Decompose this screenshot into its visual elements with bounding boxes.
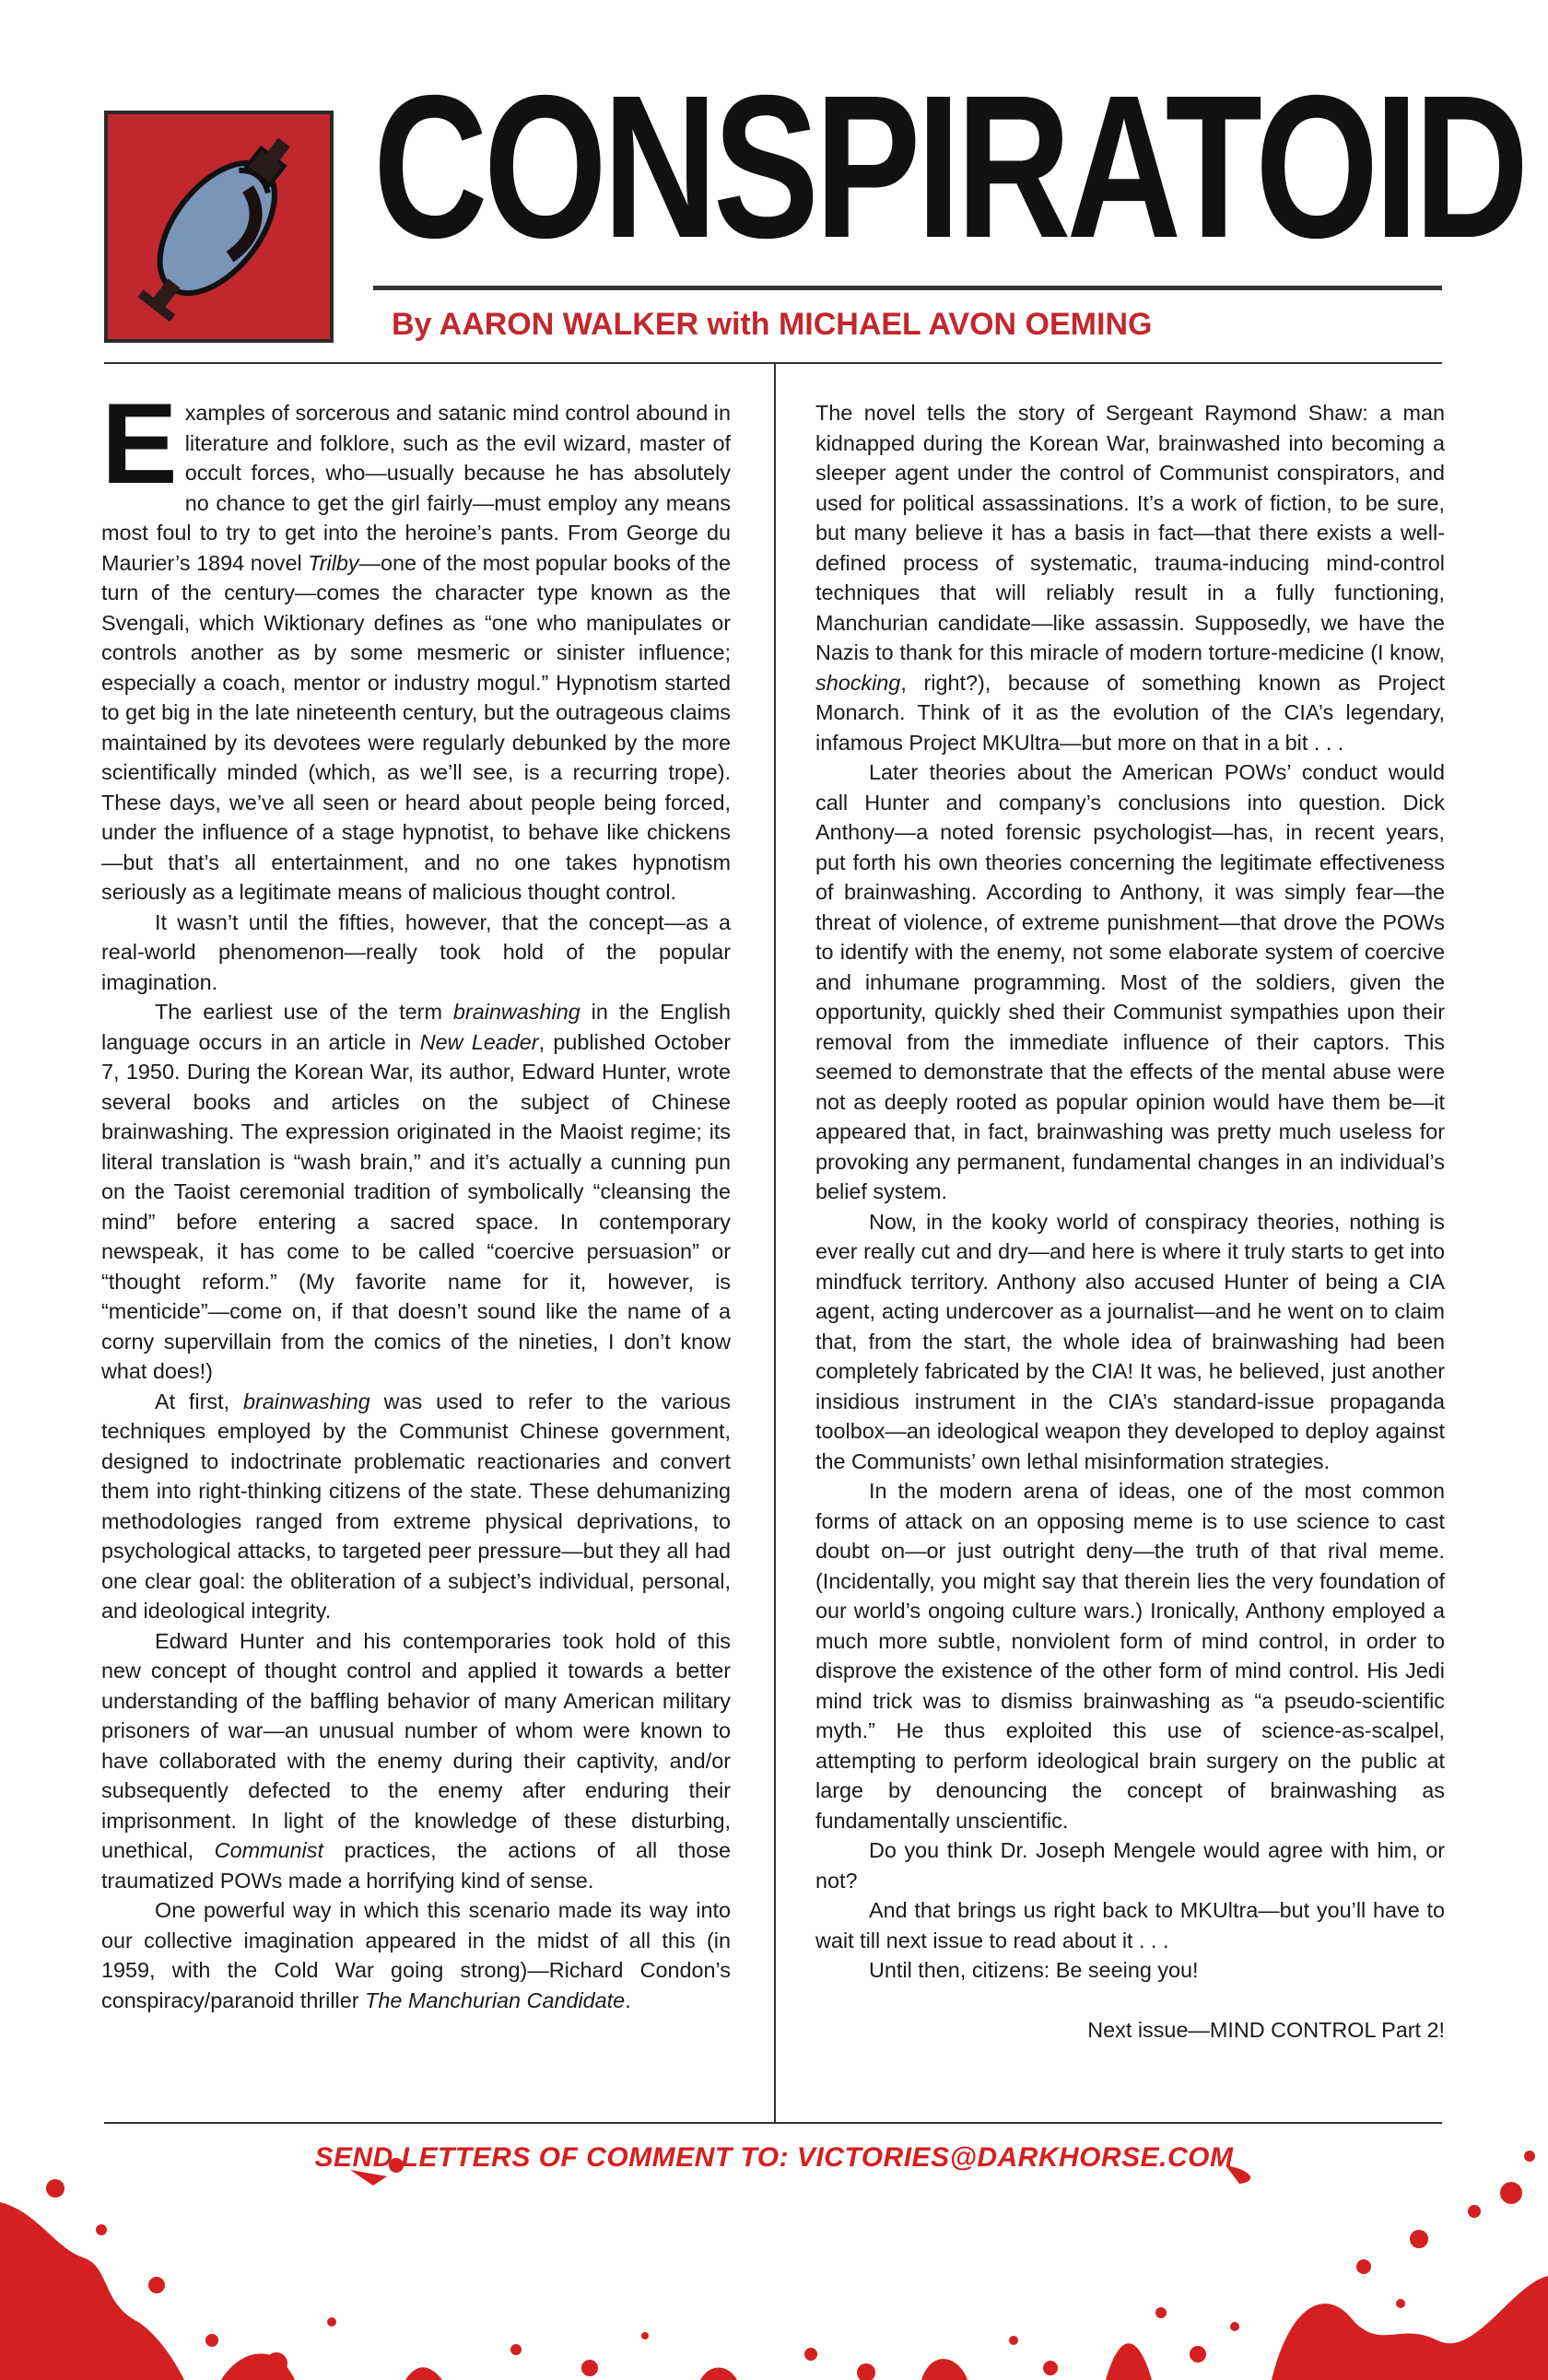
top-divider (104, 362, 1442, 364)
title-divider (373, 286, 1442, 290)
paragraph: Edward Hunter and his contemporaries took hold of this new concept of thought control and applied it towards a better understanding of the baffling behavior of many American military prisoners of war—an unusual number of whom were known to have collaborated with the enemy during their captivity, and/or subsequently defected to the enemy after enduring their imprisonment. In light of the knowledge of these disturbing, unethical, Communist practices, the actions of all those traumatized POWs made a horrifying kind of sense. (101, 1628, 731, 1893)
paragraph: And that brings us right back to MKUltra—but you’ll have to wait till next issue to read about it . . . (815, 1898, 1445, 1952)
paragraph: It wasn’t until the fifties, however, that the concept—as a real-world phenomenon—really took hold of the popular imagination. (101, 909, 731, 994)
bomb-capsule-icon (108, 114, 330, 339)
paragraph: The novel tells the story of Sergeant Raymond Shaw: a man kidnapped during the Korean War, brainwashed into becoming a sleeper agent under the control of Communist conspirators, and used for political assassinations. It’s a work of fiction, to be sure, but many believe it has a basis in fact—that there exists a well-defined process of systematic, trauma-inducing mind-control techniques that will reliably result in a fully functioning, Manchurian candidate—like assassin. Supposedly, we have the Nazis to thank for this miracle of modern torture-medicine (I know, shocking, right?), because of something known as Project Monarch. Think of it as the evolution of the CIA’s legendary, infamous Project MKUltra—but more on that in a bit . . . (815, 401, 1445, 755)
paragraph: Examples of sorcerous and satanic mind control abound in literature and folklore, such as the evil wizard, master of occult forces, who—usually because he has absolutely no chance to get the girl fairly—must employ any means most foul to try to get into the heroine’s pants. From George du Maurier’s 1894 novel Trilby—one of the most popular books of the turn of the century—comes the character type known as the Svengali, which Wiktionary defines as “one who manipulates or controls another as by some mesmeric or sinister influence; especially a coach, mentor or industry mogul.” Hypnotism started to get big in the late nineteenth century, but the outrageous claims maintained by its devotees were regularly debunked by the more scientifically minded (which, as we’ll see, is a recurring trope). These days, we’ve all seen or heard about people being forced, under the influence of a stage hypnotist, to behave like chickens—but that’s all entertainment, and no one takes hypnotism seriously as a legitimate means of malicious thought control. (101, 381, 731, 904)
next-issue-note: Next issue—MIND CONTROL Part 2! (1087, 2017, 1445, 2042)
paragraph: At first, brainwashing was used to refer to the various techniques employed by the Communist Chinese government, designed to indoctrinate problematic reactionaries and convert them into right-thinking citizens of the state. These dehumanizing methodologies ranged from extreme physical deprivations, to psychological attacks, to targeted peer pressure—but they all had one clear goal: the obliteration of a subject’s individual, personal, and ideological integrity. (101, 1389, 731, 1623)
paragraph: Later theories about the American POWs’ conduct would call Hunter and company’s conclusions into question. Dick Anthony—a noted forensic psychologist—has, in recent years, put forth his own theories concerning the legitimate effectiveness of brainwashing. According to Anthony, it was simply fear—the threat of violence, of extreme punishment—that drove the POWs to identify with the enemy, not some elaborate system of coercive and inhumane programming. Most of the soldiers, given the opportunity, quickly shed their Communist sympathies upon their removal from the immediate influence of their captors. This seemed to demonstrate that the effects of the mental abuse were not as deeply rooted as popular opinion would have them be—it appeared that, in fact, brainwashing was pretty much useless for provoking any permanent, fundamental changes in an individual’s belief system. (815, 760, 1445, 1203)
article-column-right (815, 398, 1445, 2045)
paragraph: Do you think Dr. Joseph Mengele would agree with him, or not? (815, 1838, 1445, 1893)
paragraph: One powerful way in which this scenario made its way into our collective imagination appeared in the midst of all this (in 1959, with the Cold War going strong)—Richard Condon’s conspiracy/paranoid thriller The Manchurian Candidate. (101, 1898, 731, 2012)
page-title: CONSPIRATOID (373, 53, 1525, 280)
column-logo (104, 111, 334, 343)
letters-contact: SEND LETTERS OF COMMENT TO: VICTORIES@DARKHORSE.COM (314, 2142, 1234, 2173)
paragraph: Now, in the kooky world of conspiracy theories, nothing is ever really cut and dry—and here is where it truly starts to get into mindfuck territory. Anthony also accused Hunter of being a CIA agent, acting undercover as a journalist—and he went on to claim that, from the start, the whole idea of brainwashing had been completely fabricated by the CIA! It was, he believed, just another insidious instrument in the CIA’s standard-issue propaganda toolbox—an ideological weapon they developed to deploy against the Communists’ own lethal misinformation strategies. (815, 1209, 1445, 1473)
paragraph: In the modern arena of ideas, one of the most common forms of attack on an opposing meme is to use science to cast doubt on—or just outright deny—the truth of that rival meme. (Incidentally, you might say that therein lies the very foundation of our world’s ongoing culture wars.) Ironically, Anthony employed a much more subtle, nonviolent form of mind control, in order to disprove the existence of the other form of mind control. His Jedi mind trick was to dismiss brainwashing as “a pseudo-scientific myth.” He thus exploited this use of science-as-scalpel, attempting to perform ideological brain surgery on the public at large by denouncing the concept of brainwashing as fundamentally unscientific. (815, 1479, 1445, 1833)
paragraph: The earliest use of the term brainwashing in the English language occurs in an article in New Leader, published October 7, 1950. During the Korean War, its author, Edward Hunter, wrote several books and articles on the subject of Chinese brainwashing. The expression originated in the Maoist regime; its literal translation is “wash brain,” and it’s actually a cunning pun on the Taoist ceremonial tradition of symbolically “cleansing the mind” before entering a sacred space. In contemporary newspeak, it has come to be called “coercive persuasion” or “thought reform.” (My favorite name for it, however, is “menticide”—come on, if that doesn’t sound like the name of a corny supervillain from the comics of the nineties, I don’t know what does!) (101, 1000, 732, 1383)
column-divider (774, 362, 776, 2122)
paragraph: Until then, citizens: Be seeing you! (869, 1958, 1199, 1982)
byline: By AARON WALKER with MICHAEL AVON OEMING (392, 307, 1153, 342)
drop-cap: E (101, 381, 178, 508)
article-column-left (101, 381, 732, 2015)
